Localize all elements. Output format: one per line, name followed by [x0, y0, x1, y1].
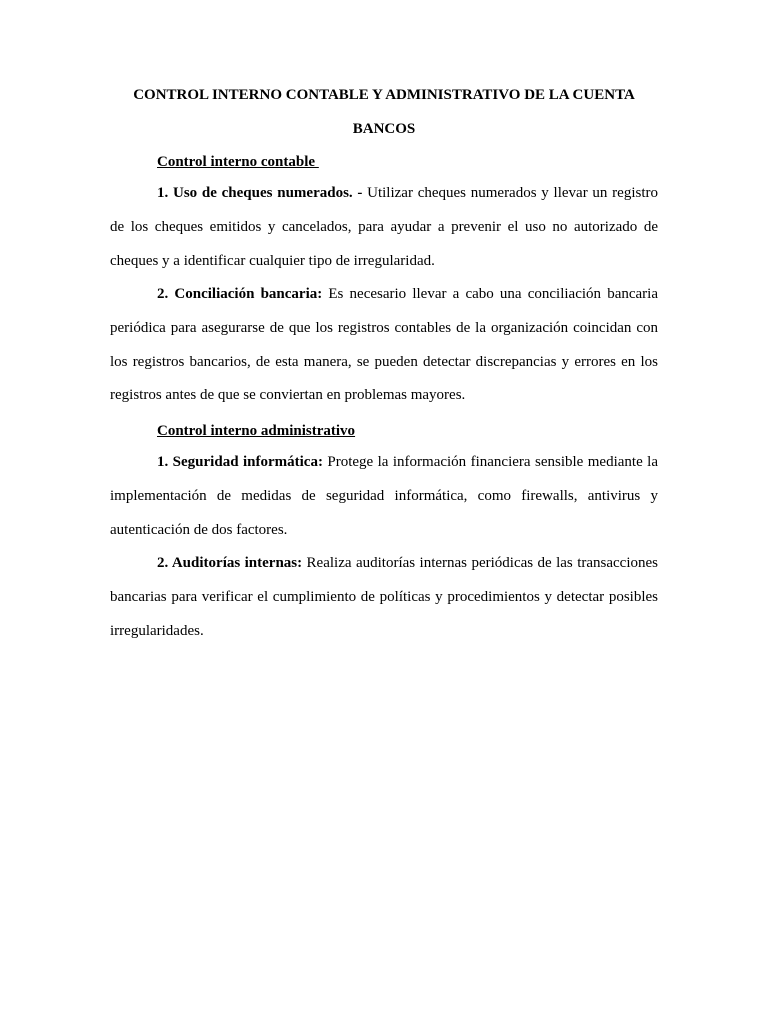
section-heading-administrative-control: Control interno administrativo	[157, 423, 356, 439]
paragraph-numbered-checks	[110, 177, 658, 278]
paragraph-bank-reconciliation	[110, 278, 658, 413]
paragraph-it-security	[110, 446, 658, 547]
paragraph-text: Protege la información financiera sensible mediante la implementación de medidas de seguridad informática, como firewalls, antivirus y autenticación de dos factores.	[110, 454, 658, 538]
paragraph-label: 2. Conciliación bancaria:	[157, 286, 323, 302]
document-title-line-1: CONTROL INTERNO CONTABLE Y ADMINISTRATIVO DE LA CUENTA	[133, 87, 635, 103]
paragraph-label: 2. Auditorías internas:	[157, 555, 303, 571]
paragraph-label: 1. Seguridad informática:	[157, 454, 323, 470]
paragraph-text: Utilizar cheques numerados y llevar un registro de los cheques emitidos y cancelados, para ayudar a prevenir el uso no autorizado de cheques y a identificar cualquier tipo de irregularidad.	[110, 185, 658, 269]
document-title-line-2: BANCOS	[352, 121, 416, 137]
paragraph-label: 1. Uso de cheques numerados. -	[157, 185, 363, 201]
paragraph-text: Realiza auditorías internas periódicas de las transacciones bancarias para verificar el cumplimiento de políticas y procedimientos y detectar posibles irregularidades.	[110, 555, 658, 639]
paragraph-internal-audits	[110, 547, 658, 648]
section-heading-accounting-control: Control interno contable	[157, 154, 319, 170]
paragraph-text: Es necesario llevar a cabo una conciliación bancaria periódica para asegurarse de que los registros contables de la organización coincidan con los registros bancarios, de esta manera, se pueden detectar discrepancias y errores en los registros antes de que se conviertan en problemas mayores.	[110, 286, 658, 404]
